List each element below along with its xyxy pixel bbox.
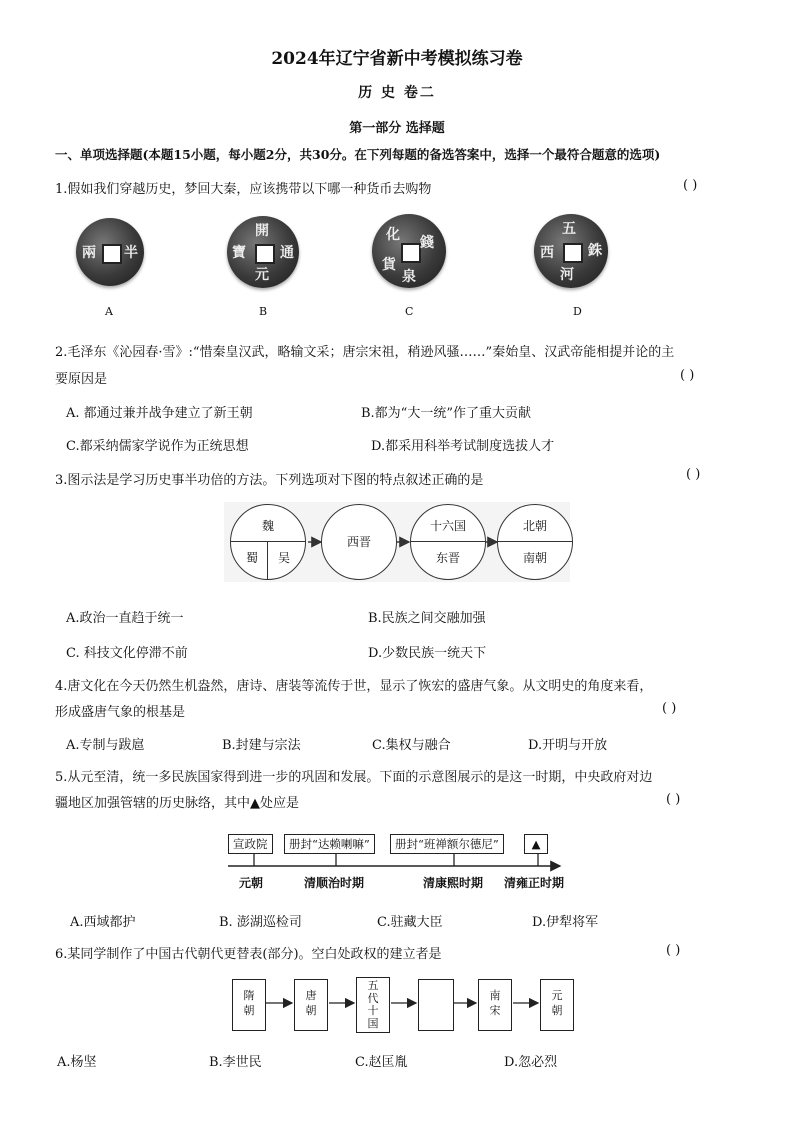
timeline-label-yongzheng: 清雍正时期 — [504, 876, 565, 890]
q4-option-b[interactable]: B.封建与宗法 — [222, 738, 301, 753]
label-dongjin: 东晋 — [435, 551, 460, 565]
sixteen-kingdoms-circle — [410, 504, 486, 580]
label-shu: 蜀 — [245, 551, 258, 565]
q2-option-a[interactable]: A. 都通过兼并战争建立了新王朝 — [66, 406, 253, 421]
coin-a-char-left: 兩 — [82, 245, 96, 261]
q6-option-b[interactable]: B.李世民 — [209, 1055, 262, 1070]
coin-d-char-right: 銖 — [588, 243, 602, 259]
three-kingdoms-circle — [230, 504, 306, 580]
label-sixteen-kingdoms: 十六国 — [429, 519, 466, 533]
coin-d-char-left: 西 — [540, 245, 554, 261]
coin-b-image — [227, 216, 299, 288]
dynasty-box-nansong — [478, 979, 512, 1031]
q6-answer-blank[interactable]: ( ) — [666, 943, 681, 958]
coin-c-char-tl: 化 — [386, 227, 400, 243]
coin-a-image — [76, 218, 144, 286]
q3-option-a[interactable]: A.政治一直趋于统一 — [66, 611, 184, 626]
dynasty-wudai: 五代十国 — [367, 979, 379, 1030]
part-heading: 第一部分 选择题 — [349, 121, 445, 136]
coin-d-char-bottom: 河 — [560, 267, 574, 283]
q1-answer-blank[interactable]: ( ) — [683, 178, 698, 193]
q1-stem: 1.假如我们穿越历史，梦回大秦，应该携带以下哪一种货币去购物 — [55, 182, 432, 197]
coin-b-label[interactable]: B — [259, 305, 268, 318]
q3-stem: 3.图示法是学习历史事半功倍的方法。下列选项对下图的特点叙述正确的是 — [55, 473, 484, 488]
timeline-box-xuanzhengyuan: 宣政院 — [228, 834, 273, 854]
coin-d-image — [534, 214, 608, 288]
q4-stem-line2: 形成盛唐气象的根基是 — [55, 705, 186, 720]
timeline-label-kangxi: 清康熙时期 — [423, 876, 484, 890]
coin-d-label[interactable]: D — [573, 305, 582, 318]
dynasty-box-sui — [232, 979, 266, 1031]
label-beichao: 北朝 — [522, 519, 547, 533]
coin-b-char-left: 寶 — [232, 245, 246, 261]
q4-stem-line1: 4.唐文化在今天仍然生机盎然，唐诗、唐装等流传于世，显示了恢宏的盛唐气象。从文明史的角度来看， — [55, 679, 653, 694]
q3-option-c[interactable]: C. 科技文化停滞不前 — [66, 646, 188, 661]
dynasty-box-blank[interactable] — [418, 979, 454, 1031]
q6-dynasty-chart — [230, 975, 580, 1033]
q6-option-c[interactable]: C.赵匡胤 — [355, 1055, 408, 1070]
q3-answer-blank[interactable]: ( ) — [686, 467, 701, 482]
q4-option-c[interactable]: C.集权与融合 — [372, 738, 451, 753]
coin-b-char-bottom: 元 — [255, 267, 269, 283]
section-heading: 一、单项选择题(本题15小题，每小题2分，共30分。在下列每题的备选答案中，选择一个最符合题意的选项) — [55, 147, 661, 162]
coin-c-char-tr: 錢 — [420, 235, 434, 251]
q4-option-a[interactable]: A.专制与跋扈 — [66, 738, 145, 753]
label-wei: 魏 — [261, 519, 274, 533]
q2-option-c[interactable]: C.都采纳儒家学说作为正统思想 — [66, 439, 249, 454]
coin-a-char-right: 半 — [124, 245, 138, 261]
q5-option-d[interactable]: D.伊犁将军 — [532, 915, 599, 930]
coin-d-char-top: 五 — [562, 221, 576, 237]
timeline-box-dalai: 册封“达赖喇嘛” — [284, 834, 375, 854]
q3-diagram — [224, 502, 570, 582]
page-subtitle: 历 史 卷二 — [358, 85, 436, 101]
q3-option-b[interactable]: B.民族之间交融加强 — [368, 611, 486, 626]
northern-southern-circle — [497, 504, 573, 580]
q5-option-c[interactable]: C.驻藏大臣 — [377, 915, 443, 930]
q6-option-d[interactable]: D.忽必烈 — [504, 1055, 558, 1070]
q2-option-d[interactable]: D.都采用科举考试制度选拔人才 — [371, 439, 555, 454]
coin-c-char-b: 泉 — [402, 269, 416, 285]
label-wu: 吴 — [277, 551, 290, 565]
timeline-box-triangle: ▲ — [524, 834, 548, 854]
coin-c-image — [372, 214, 446, 288]
q3-option-d[interactable]: D.少数民族一统天下 — [368, 646, 487, 661]
dynasty-box-wudai — [356, 977, 390, 1033]
q2-option-b[interactable]: B.都为“大一统”作了重大贡献 — [361, 406, 531, 421]
q4-option-d[interactable]: D.开明与开放 — [528, 738, 608, 753]
dynasty-box-tang — [294, 979, 328, 1031]
label-nanchao: 南朝 — [522, 551, 547, 565]
dynasty-sui: 隋朝 — [243, 989, 255, 1017]
western-jin-circle — [321, 504, 397, 580]
coin-c-label[interactable]: C — [405, 305, 414, 318]
dynasty-box-yuan — [540, 979, 574, 1031]
coin-c-char-bl: 貨 — [382, 257, 396, 273]
q2-answer-blank[interactable]: ( ) — [680, 368, 695, 383]
q5-stem-line2: 疆地区加强管辖的历史脉络，其中▲处应是 — [55, 796, 299, 811]
q4-answer-blank[interactable]: ( ) — [662, 701, 677, 716]
q6-stem: 6.某同学制作了中国古代朝代更替表(部分)。空白处政权的建立者是 — [55, 947, 442, 962]
timeline-label-yuan: 元朝 — [239, 876, 264, 890]
q5-answer-blank[interactable]: ( ) — [666, 792, 681, 807]
q5-option-a[interactable]: A.西域都护 — [70, 915, 136, 930]
q6-option-a[interactable]: A.杨坚 — [57, 1055, 97, 1070]
coin-b-char-right: 通 — [280, 245, 294, 261]
q5-stem-line1: 5.从元至清，统一多民族国家得到进一步的巩固和发展。下面的示意图展示的是这一时期，中央政府对边 — [55, 770, 653, 785]
page-title: 2024年辽宁省新中考模拟练习卷 — [271, 49, 523, 69]
coin-a-label[interactable]: A — [105, 305, 113, 318]
q5-option-b[interactable]: B. 澎湖巡检司 — [219, 915, 302, 930]
coin-b-char-top: 開 — [255, 223, 269, 239]
dynasty-tang: 唐朝 — [305, 989, 317, 1017]
timeline-box-panchen: 册封“班禅额尔德尼” — [390, 834, 504, 854]
q6-dynasty-arrows — [230, 975, 580, 1033]
label-xijin: 西晋 — [346, 535, 371, 549]
timeline-label-shunzhi: 清顺治时期 — [304, 876, 365, 890]
q2-stem-line1: 2.毛泽东《沁园春·雪》:“惜秦皇汉武，略输文采；唐宗宋祖，稍逊风骚……”秦始皇、汉武帝能相提并论的主 — [55, 345, 675, 360]
dynasty-yuan: 元朝 — [551, 989, 563, 1017]
dynasty-nansong: 南宋 — [489, 989, 501, 1017]
q2-stem-line2: 要原因是 — [55, 372, 108, 387]
